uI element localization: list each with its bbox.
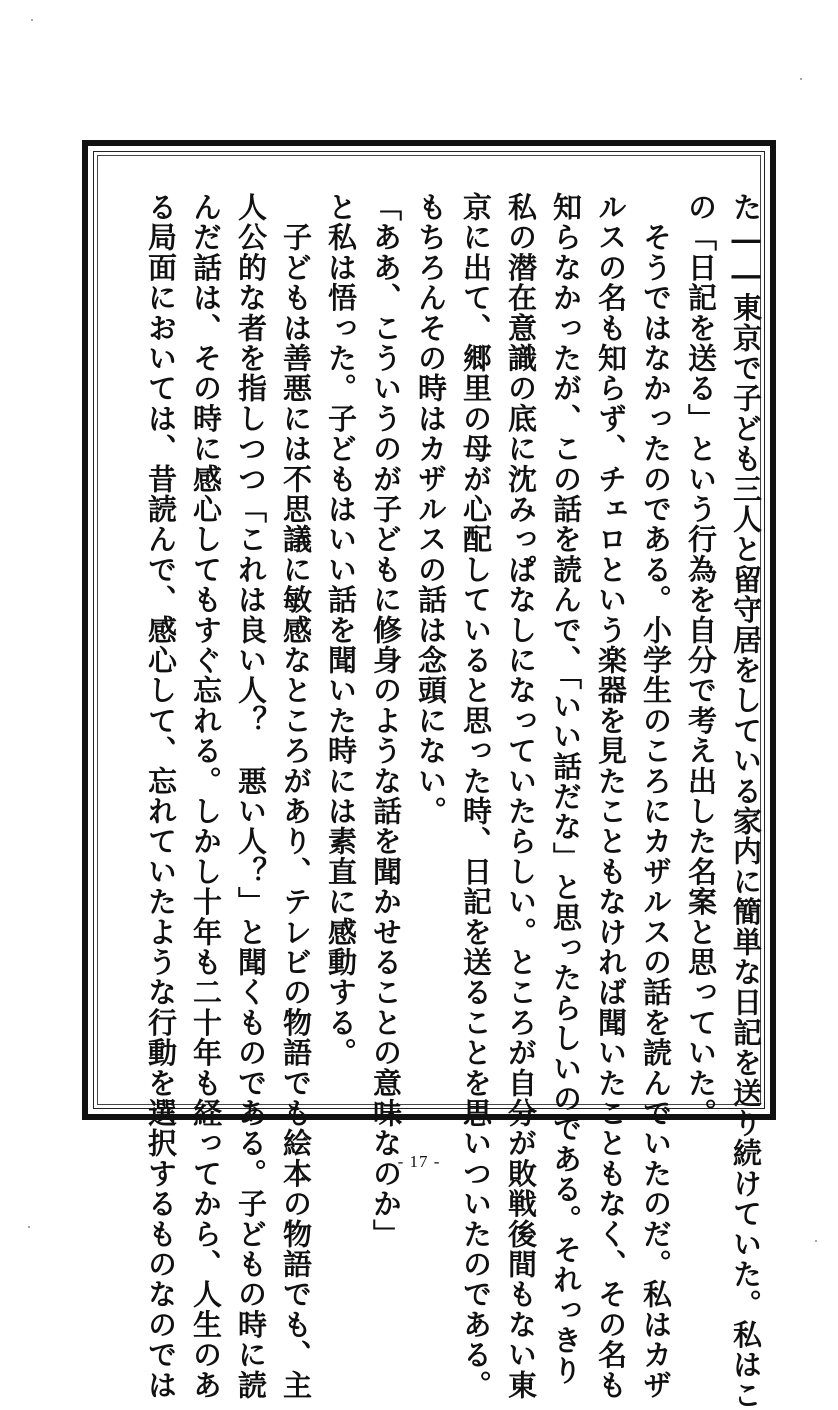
- text-column-7: 京に出て、郷里の母が心配していると思った時、日記を送ることを思いついたのである。: [459, 192, 493, 1400]
- scan-speck: [815, 1240, 817, 1242]
- text-column-3: そうではなかったのである。小学生のころにカザルスの話を読んでいたのだ。私はカザ: [639, 192, 673, 1400]
- scan-speck: [31, 19, 33, 21]
- text-column-4: ルスの名も知らず、チェロという楽器を見たこともなければ聞いたこともなく、その名も: [594, 192, 628, 1400]
- page-number: - 17 -: [397, 1152, 441, 1171]
- text-column-8: もちろんその時はカザルスの話は念頭にない。: [414, 192, 448, 827]
- scan-speck: [28, 1226, 30, 1228]
- text-column-9: 「ああ、こういうのが子どもに修身のような話を聞かせることの意味なのか」: [369, 192, 403, 1249]
- text-column-6: 私の潜在意識の底に沈みっぱなしになっていたらしい。ところが自分が敗戦後間もない東: [504, 192, 538, 1400]
- text-column-12: 人公的な者を指しつつ「これは良い人？ 悪い人？」と聞くものである。子どもの時に読: [234, 192, 268, 1400]
- scan-speck: [800, 78, 802, 80]
- text-column-14: る局面においては、昔読んで、感心して、忘れていたような行動を選択するものなのでは: [144, 192, 178, 1400]
- text-column-11: 子どもは善悪には不思議に敏感なところがあり、テレビの物語でも絵本の物語でも、主: [279, 192, 313, 1400]
- text-column-10: と私は悟った。子どもはいい話を聞いた時には素直に感動する。: [324, 192, 358, 1068]
- text-column-5: 知らなかったが、この話を読んで、「いい話だな」と思ったらしいのである。それっきり: [549, 192, 583, 1386]
- text-column-13: んだ話は、その時に感心してもすぐ忘れる。しかし十年も二十年も経ってから、人生のあ: [189, 192, 223, 1400]
- text-column-1: た――東京で子ども三人と留守居をしている家内に簡単な日記を送り続けていた。私はこ: [729, 192, 763, 1410]
- text-column-2: の「日記を送る」という行為を自分で考え出した名案と思っていた。: [684, 192, 718, 1129]
